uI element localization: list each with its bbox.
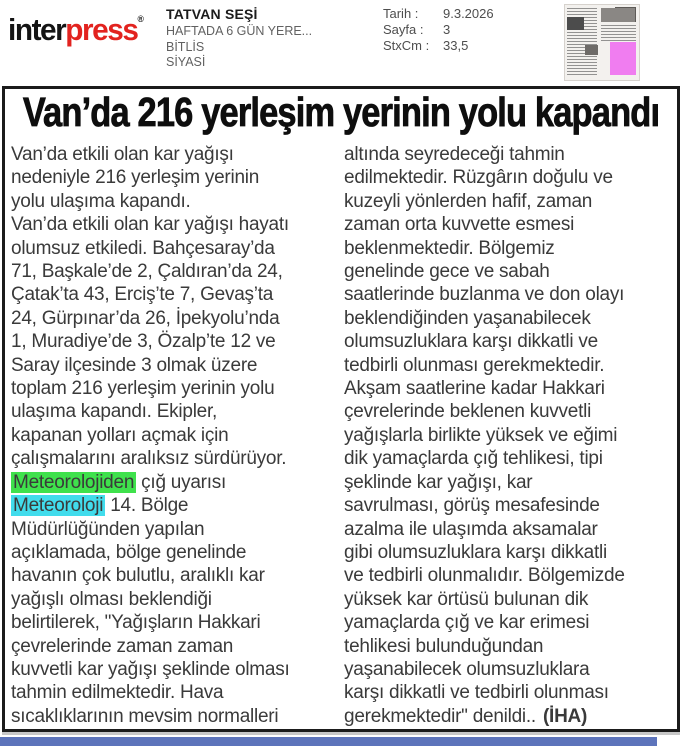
text-line: dik yamaçlarda çığ tehlikesi, tipi: [344, 448, 603, 470]
text-line: 1, Muradiye’de 3, Özalp’te 12 ve: [11, 331, 276, 353]
text-line: sıcaklıklarının mevsim normalleri: [11, 705, 279, 727]
clipping-header: [0, 0, 683, 86]
text-line: ve tedbirli olunmalıdır. Bölgemizde: [344, 565, 625, 587]
bold-term: (İHA): [542, 705, 588, 727]
text-line: ulaşıma kapandı. Ekipler,: [11, 401, 218, 423]
publication-info: [166, 6, 376, 71]
thumbnail-photo-block: [585, 45, 598, 55]
publication-category: SİYASİ: [166, 55, 206, 69]
text-line: olumsuz etkiledi. Bahçesaray’da: [11, 237, 275, 259]
publication-city: BİTLİS: [166, 39, 205, 54]
text-line: tehlikesi bulunduğundan: [344, 635, 544, 657]
text-line: beklendiğinden yaşanabilecek: [344, 307, 591, 329]
text-line: kuzeyli yönlerden hafif, zaman: [344, 190, 593, 212]
text-line: havanın çok bulutlu, aralıklı kar: [11, 565, 265, 587]
logo-part-inter: inter: [8, 12, 66, 47]
text-line: edilmektedir. Rüzgârın doğulu ve: [344, 167, 613, 189]
registered-trademark-icon: ®: [137, 14, 144, 24]
text-line: şeklinde kar yağışı, kar: [344, 471, 533, 493]
publication-name: TATVAN SEŞİ: [166, 6, 258, 22]
text-line: 71, Başkale’de 2, Çaldıran’da 24,: [11, 261, 283, 283]
date-value: 9.3.2026: [443, 6, 494, 21]
text-line: yağışlı olması beklendiği: [11, 588, 212, 610]
text-line: kapanan yolları açmak için: [11, 424, 229, 446]
text-line: yaşanabilecek olumsuzluklara: [344, 658, 590, 680]
text-line: gibi olumsuzluklara karşı dikkatli: [344, 541, 607, 563]
text-line: açıklamada, bölge genelinde: [11, 541, 247, 563]
text-line: Van’da etkili olan kar yağışı hayatı: [11, 214, 289, 236]
text-line: zaman orta kuvvette esmesi: [344, 214, 575, 236]
stxcm-value: 33,5: [443, 38, 469, 53]
text-line: altında seyredeceği tahmin: [344, 144, 565, 165]
text-line: Van’da etkili olan kar yağışı: [11, 144, 234, 165]
text-line: Çatak’ta 43, Erciş’te 7, Gevaş’ta: [11, 284, 274, 306]
text-line: savrulması, görüş mesafesinde: [344, 495, 600, 517]
text-line: Saray ilçesinde 3 olmak üzere: [11, 354, 258, 376]
thumbnail-photo-block: [567, 17, 584, 30]
text-line: genelinde gece ve sabah: [344, 261, 550, 283]
text-line: yamaçlarda çığ ve kar erimesi: [344, 612, 590, 634]
text-line: toplam 216 yerleşim yerinin yolu: [11, 378, 275, 400]
publication-frequency: HAFTADA 6 GÜN YERE...: [166, 24, 313, 38]
text-line: Müdürlüğünden yapılan: [11, 518, 205, 540]
text-line: yüksek kar örtüsü bulunan dik: [344, 588, 589, 610]
article-columns: [5, 136, 677, 728]
text-line: beklenmektedir. Bölgemiz: [344, 237, 555, 259]
bottom-scrollbar[interactable]: [0, 737, 657, 746]
meta-row-stxcm: [383, 38, 553, 54]
text-line: tedbirli olunması gerekmektedir.: [344, 354, 605, 376]
meta-row-page: [383, 22, 553, 38]
thumbnail-article-highlight: [610, 42, 636, 75]
article-column: [11, 143, 331, 728]
text-line: azalma ile ulaşımda aksamalar: [344, 518, 598, 540]
text-line: kuvvetli kar yağışı şeklinde olması: [11, 658, 290, 680]
highlighted-term: Meteoroloji: [13, 495, 104, 517]
text-line: 24, Gürpınar’da 26, İpekyolu’nda: [11, 307, 280, 329]
highlighted-term: Meteorolojiden: [13, 471, 135, 493]
text-line: belirtilerek, "Yağışların Hakkari: [11, 612, 261, 634]
text-line: tahmin edilmektedir. Hava: [11, 682, 224, 704]
text-line: yolu ulaşıma kapandı.: [11, 190, 191, 212]
text-line: karşı dikkatli ve tedbirli olunması: [344, 682, 609, 704]
thumbnail-text-column: [601, 25, 636, 41]
page-value: 3: [443, 22, 451, 37]
page-label: Sayfa :: [383, 22, 424, 37]
article-headline: Van’da 216 yerleşim yerinin yolu kapandı: [22, 89, 660, 135]
text-line: yağışlarla birlikte yüksek ve eğimi: [344, 424, 618, 446]
clipping-meta: [383, 6, 553, 54]
interpress-logo: [8, 12, 144, 48]
date-label: Tarih :: [383, 6, 419, 21]
logo-part-press: press: [65, 12, 138, 47]
text-line: gerekmektedir" denildi.. (İHA): [344, 705, 588, 727]
text-line: Akşam saatlerine kadar Hakkari: [344, 378, 605, 400]
text-line: nedeniyle 216 yerleşim yerinin: [11, 167, 260, 189]
text-line: Meteorolojiden çığ uyarısı: [13, 471, 227, 493]
thumbnail-photo-block: [601, 8, 635, 22]
text-line: çevrelerinde beklenen kuvvetli: [344, 401, 592, 423]
text-line: olumsuzluklara karşı dikkatli ve: [344, 331, 598, 353]
article-clipping: [2, 86, 680, 732]
text-line: çevrelerinde zaman zaman: [11, 635, 234, 657]
text-line: Meteoroloji 14. Bölge: [13, 495, 189, 517]
text-line: saatlerinde buzlanma ve don olayı: [344, 284, 625, 306]
page-thumbnail[interactable]: [565, 5, 639, 80]
meta-row-date: [383, 6, 553, 22]
article-column: [344, 143, 672, 728]
stxcm-label: StxCm :: [383, 38, 430, 53]
text-line: çalışmalarını aralıksız sürdürüyor.: [11, 448, 287, 470]
